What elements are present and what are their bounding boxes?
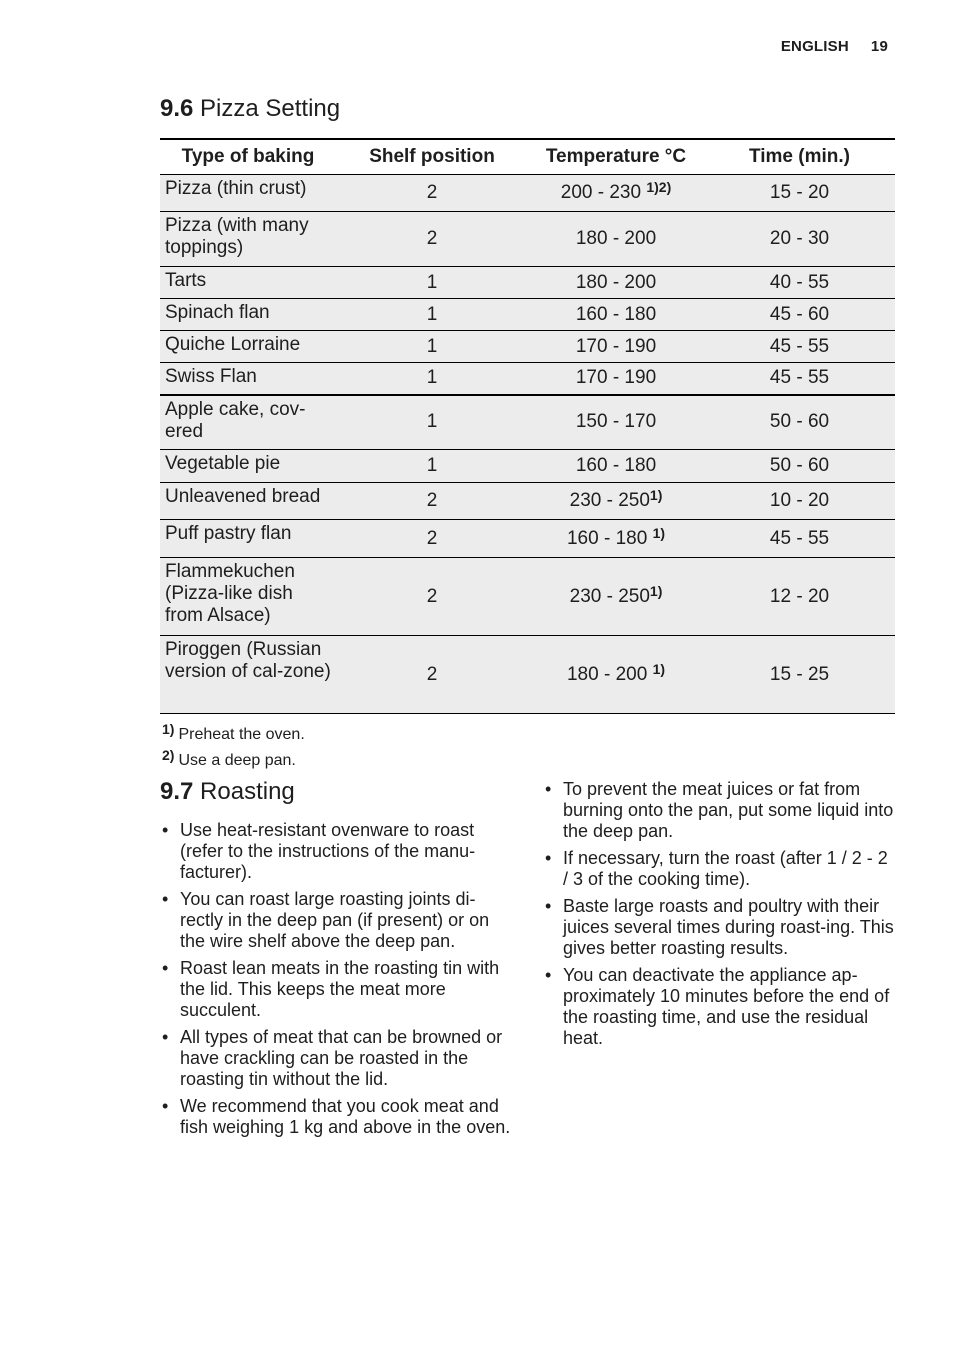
time: 10 - 20 [704,483,895,520]
baking-type: Quiche Lorraine [160,331,336,363]
baking-type: Swiss Flan [160,363,336,395]
footnote-ref: 1) [649,582,663,599]
temperature-value: 160 - 180 [566,527,653,549]
section-title: Roasting [200,778,295,805]
shelf-position: 2 [336,175,528,212]
time: 15 - 20 [704,175,895,212]
footnote [162,722,305,748]
temperature [528,175,704,212]
shelf-position: 1 [336,267,528,299]
table-row [160,395,895,450]
footnote-ref: 1)2) [646,179,672,195]
baking-type: Spinach flan [160,299,336,331]
time: 50 - 60 [704,450,895,483]
footnote-mark: 1) [162,721,175,737]
temperature [528,267,704,299]
pizza-setting-table [160,138,895,714]
time: 45 - 60 [704,299,895,331]
temperature [528,212,704,267]
time: 20 - 30 [704,212,895,267]
temperature-value: 180 - 200 [566,663,653,685]
temperature [528,331,704,363]
table-row [160,558,895,636]
baking-type: Piroggen (Russian version of cal-zone) [160,636,336,714]
baking-type: Unleavened bread [160,483,336,520]
list-item: • You can roast large roasting joints di-rectly in the deep pan (if present) or on the wire shelf above the deep pan. [160,889,516,952]
temperature-value: 230 - 250 [569,585,650,607]
table-row [160,267,895,299]
temperature-value: 160 - 180 [575,455,657,476]
table-row [160,175,895,212]
list-item: • Roast lean meats in the roasting tin with the lid. This keeps the meat more succulent. [160,958,516,1021]
baking-type: Pizza (with many toppings) [160,212,336,267]
table-footnotes [162,722,305,774]
temperature [528,558,704,636]
footnote-text: Preheat the oven. [178,726,305,743]
shelf-position: 2 [336,483,528,520]
table-row [160,363,895,395]
time: 50 - 60 [704,395,895,450]
shelf-position: 1 [336,331,528,363]
footnote-text: Use a deep pan. [178,752,296,769]
shelf-position: 1 [336,299,528,331]
list-item: • If necessary, turn the roast (after 1 / 2 - 2 / 3 of the cooking time). [543,848,895,890]
baking-type: Puff pastry flan [160,520,336,558]
shelf-position: 1 [336,395,528,450]
shelf-position: 1 [336,363,528,395]
temperature-value: 230 - 250 [569,490,650,511]
time: 40 - 55 [704,267,895,299]
list-item: • Use heat-resistant ovenware to roast (refer to the instructions of the manu-facturer). [160,820,516,883]
time: 15 - 25 [704,636,895,714]
section-title: Pizza Setting [200,95,341,122]
temperature [528,520,704,558]
shelf-position: 1 [336,450,528,483]
list-item: • We recommend that you cook meat and fish weighing 1 kg and above in the oven. [160,1096,516,1138]
table-row [160,299,895,331]
baking-type: Apple cake, cov-ered [160,395,336,450]
temperature-value: 170 - 190 [575,335,657,357]
shelf-position: 2 [336,636,528,714]
baking-type: Vegetable pie [160,450,336,483]
table-header-row [160,139,895,175]
list-item: • Baste large roasts and poultry with their juices several times during roast-ing. This gives better roasting results. [543,896,895,959]
section-number: 9.7 [160,778,194,805]
list-item: • All types of meat that can be browned or have crackling can be roasted in the roasting tin without the lid. [160,1027,516,1090]
temperature-value: 180 - 200 [575,271,657,293]
list-item: • To prevent the meat juices or fat from burning onto the pan, put some liquid into the deep pan. [543,779,895,842]
page-header [781,38,888,55]
shelf-position: 2 [336,520,528,558]
page-number: 19 [870,38,888,55]
shelf-position: 2 [336,212,528,267]
column-header: Shelf position [336,139,528,175]
table-row [160,212,895,267]
temperature [528,636,704,714]
baking-type: Tarts [160,267,336,299]
table-row [160,331,895,363]
temperature [528,299,704,331]
language-label: ENGLISH [780,38,849,55]
time: 45 - 55 [704,331,895,363]
table-row [160,520,895,558]
temperature-value: 200 - 230 [560,182,647,203]
table-row [160,636,895,714]
temperature-value: 160 - 180 [575,303,657,325]
column-header: Type of baking [160,139,336,175]
section-heading-roasting [160,778,295,806]
shelf-position: 2 [336,558,528,636]
temperature-value: 180 - 200 [575,228,657,249]
temperature [528,450,704,483]
table-row [160,450,895,483]
footnote-ref: 1) [649,487,663,503]
table-row [160,483,895,520]
column-header: Temperature °C [528,139,704,175]
roasting-tips-left [160,820,516,1144]
temperature [528,395,704,450]
section-heading-pizza-setting [160,95,340,123]
time: 12 - 20 [704,558,895,636]
temperature [528,483,704,520]
footnote [162,748,305,774]
footnote-mark: 2) [162,747,175,763]
temperature-value: 150 - 170 [575,411,657,433]
time: 45 - 55 [704,363,895,395]
temperature [528,363,704,395]
section-number: 9.6 [160,95,194,122]
baking-type: Flammekuchen (Pizza-like dish from Alsace) [160,558,336,636]
temperature-value: 170 - 190 [575,367,657,389]
footnote-ref: 1) [652,660,666,677]
column-header: Time (min.) [704,139,895,175]
time: 45 - 55 [704,520,895,558]
baking-type: Pizza (thin crust) [160,175,336,212]
roasting-tips-right [543,779,895,1055]
footnote-ref: 1) [652,524,666,541]
list-item: • You can deactivate the appliance ap-proximately 10 minutes before the end of the roasting time, and use the residual heat. [543,965,895,1049]
